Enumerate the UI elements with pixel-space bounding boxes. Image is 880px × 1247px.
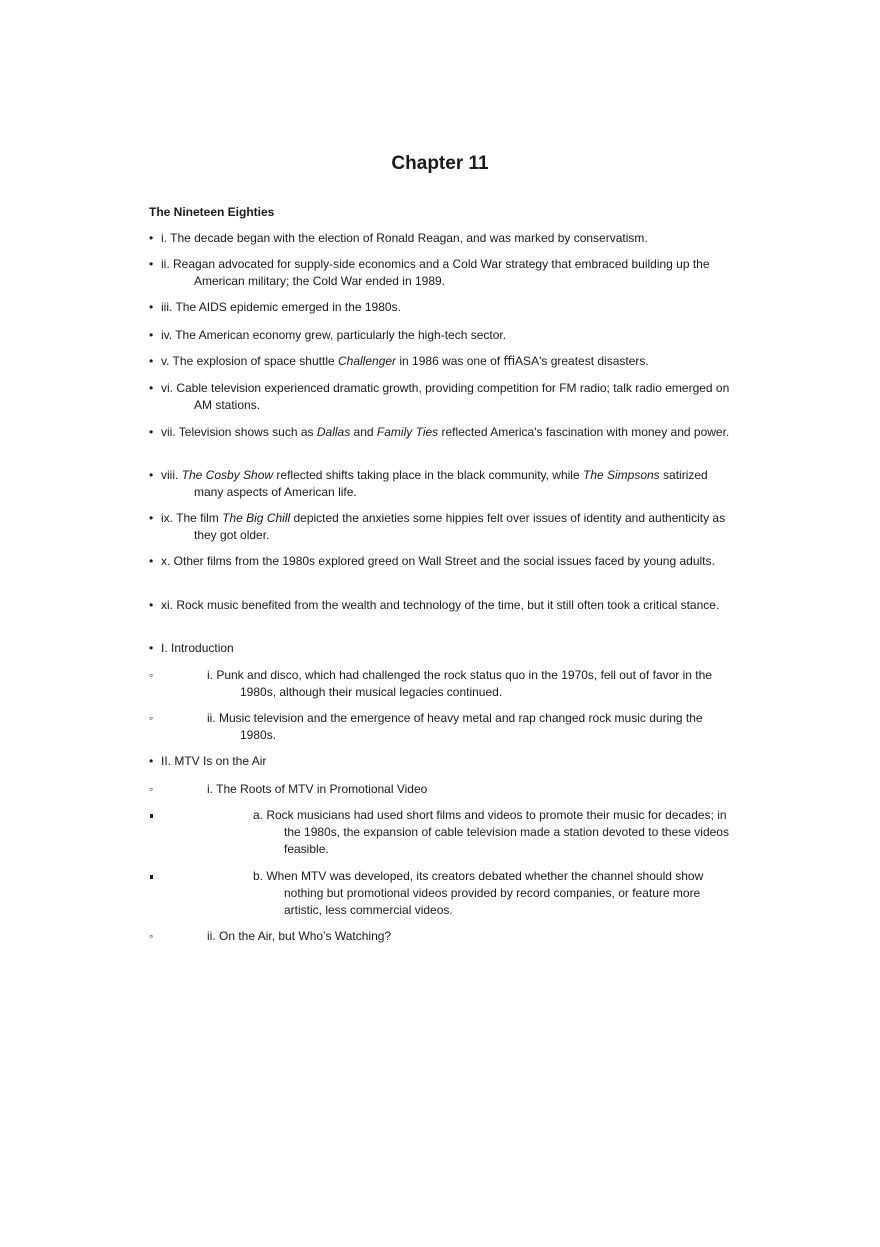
list-item: • iii. The AIDS epidemic emerged in the 1980s. xyxy=(149,300,401,314)
chapter-title: Chapter 11 xyxy=(391,153,489,174)
list-item: ◦ i. Punk and disco, which had challenged the rock status quo in the 1970s, fell out of favor in the 1980s, although their musical legacies continued. xyxy=(149,668,712,699)
bullet-icon: • xyxy=(149,381,154,395)
bullet-icon: • xyxy=(149,598,154,612)
bullet-icon: • xyxy=(149,328,154,342)
bullet-icon: • xyxy=(149,257,154,271)
bullet-icon: • xyxy=(149,641,154,655)
list-item: ◦ i. The Roots of MTV in Promotional Video xyxy=(149,782,428,796)
section-heading: The Nineteen Eighties xyxy=(149,205,275,219)
bullet-icon: • xyxy=(149,300,154,314)
bullet-icon: • xyxy=(149,354,154,368)
bullet-icon: • xyxy=(149,511,154,525)
circle-bullet-icon: ◦ xyxy=(149,929,154,943)
bullet-icon: • xyxy=(149,468,154,482)
list-item: • II. MTV Is on the Air xyxy=(149,754,267,768)
list-item: ◦ ii. Music television and the emergence of heavy metal and rap changed rock music during the 1980s. xyxy=(149,711,703,742)
list-item: • I. Introduction xyxy=(149,641,234,655)
bullet-icon: • xyxy=(149,554,154,568)
list-item: • iv. The American economy grew, particularly the high-tech sector. xyxy=(149,328,507,342)
list-item: • ix. The film The Big Chill depicted the anxieties some hippies felt over issues of identity and authenticity as they got older. xyxy=(149,511,726,542)
bullet-icon: • xyxy=(149,754,154,768)
bullet-icon: • xyxy=(149,425,154,439)
list-item: • x. Other films from the 1980s explored greed on Wall Street and the social issues faced by young adults. xyxy=(149,554,715,568)
list-item: b. When MTV was developed, its creators debated whether the channel should show nothing but promotional videos provided by record companies, or feature more artistic, less commercial videos. xyxy=(149,868,739,919)
list-item: • i. The decade began with the election of Ronald Reagan, and was marked by conservatism. xyxy=(149,231,648,245)
list-item: • ii. Reagan advocated for supply-side economics and a Cold War strategy that embraced building up the American military; the Cold War ended in 1989. xyxy=(149,257,710,288)
list-item: • v. The explosion of space shuttle Challenger in 1986 was one of ﬃASA's greatest disasters. xyxy=(149,354,649,368)
circle-bullet-icon: ◦ xyxy=(149,668,154,682)
circle-bullet-icon: ◦ xyxy=(149,782,154,796)
list-item: • viii. The Cosby Show reflected shifts taking place in the black community, while The Simpsons satirized many aspects of American life. xyxy=(149,468,708,499)
list-item: ◦ ii. On the Air, but Who’s Watching? xyxy=(149,929,392,943)
list-item: • vii. Television shows such as Dallas and Family Ties reflected America's fascination with money and power. xyxy=(149,425,730,439)
bullet-icon: • xyxy=(149,231,154,245)
circle-bullet-icon: ◦ xyxy=(149,711,154,725)
list-item: • xi. Rock music benefited from the wealth and technology of the time, but it still often took a critical stance. xyxy=(149,598,720,612)
square-bullet-icon xyxy=(149,807,161,824)
list-item: a. Rock musicians had used short films and videos to promote their music for decades; in the 1980s, the expansion of cable television made a station devoted to these videos feasible. xyxy=(149,807,739,858)
list-item: • vi. Cable television experienced dramatic growth, providing competition for FM radio; talk radio emerged on AM stations. xyxy=(149,381,730,412)
square-bullet-icon xyxy=(149,868,161,885)
